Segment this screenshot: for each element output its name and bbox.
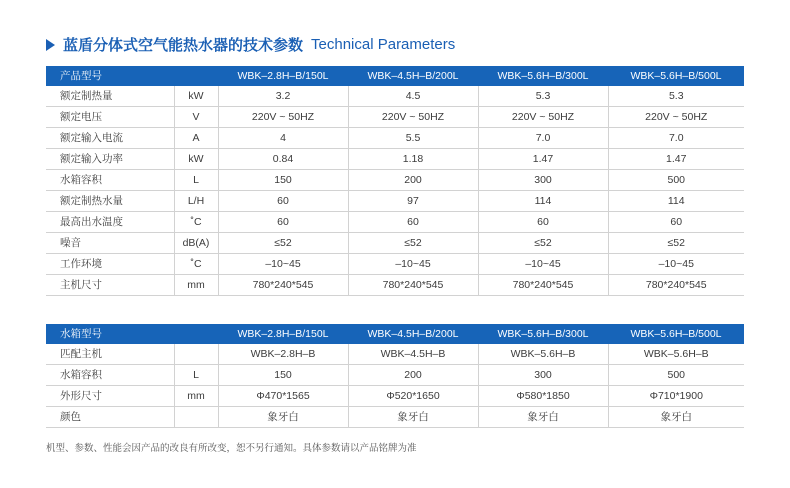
table-row: [46, 191, 744, 212]
value-cell: 780*240*545: [608, 275, 744, 296]
column-header: WBK–5.6H–B/300L: [478, 66, 608, 86]
unit-cell: mm: [174, 275, 218, 296]
column-header: WBK–5.6H–B/300L: [478, 324, 608, 344]
value-cell: ≤52: [608, 233, 744, 254]
value-cell: –10~45: [348, 254, 478, 275]
row-label: 外形尺寸: [46, 386, 174, 407]
value-cell: 5.3: [478, 86, 608, 107]
value-cell: 220V ~ 50HZ: [478, 107, 608, 128]
value-cell: 象牙白: [218, 407, 348, 428]
unit-cell: L: [174, 170, 218, 191]
table-row: [46, 407, 744, 428]
value-cell: ≤52: [218, 233, 348, 254]
row-label: 额定输入功率: [46, 149, 174, 170]
value-cell: 220V ~ 50HZ: [608, 107, 744, 128]
heading-title-zh: 蓝盾分体式空气能热水器的技术参数: [63, 36, 304, 54]
column-header: WBK–4.5H–B/200L: [348, 66, 478, 86]
value-cell: 200: [348, 170, 478, 191]
table-row: [46, 170, 744, 191]
value-cell: –10~45: [218, 254, 348, 275]
value-cell: 60: [218, 191, 348, 212]
value-cell: 5.3: [608, 86, 744, 107]
row-label: 额定制热水量: [46, 191, 174, 212]
unit-cell: V: [174, 107, 218, 128]
table-row: [46, 386, 744, 407]
value-cell: 300: [478, 170, 608, 191]
value-cell: 220V ~ 50HZ: [348, 107, 478, 128]
value-cell: 500: [608, 170, 744, 191]
value-cell: 0.84: [218, 149, 348, 170]
unit-cell: kW: [174, 149, 218, 170]
table-row: [46, 233, 744, 254]
value-cell: 150: [218, 170, 348, 191]
value-cell: 4.5: [348, 86, 478, 107]
value-cell: 7.0: [608, 128, 744, 149]
unit-cell: L/H: [174, 191, 218, 212]
value-cell: ≤52: [478, 233, 608, 254]
row-label: 水箱容积: [46, 365, 174, 386]
row-label: 额定电压: [46, 107, 174, 128]
value-cell: –10~45: [478, 254, 608, 275]
unit-cell: dB(A): [174, 233, 218, 254]
table-row: [46, 128, 744, 149]
value-cell: Φ470*1565: [218, 386, 348, 407]
value-cell: 4: [218, 128, 348, 149]
value-cell: 780*240*545: [478, 275, 608, 296]
value-cell: 114: [608, 191, 744, 212]
row-label: 主机尺寸: [46, 275, 174, 296]
value-cell: 220V ~ 50HZ: [218, 107, 348, 128]
table-row: [46, 365, 744, 386]
heading-title-en: Technical Parameters: [311, 36, 456, 53]
row-label: 额定制热量: [46, 86, 174, 107]
value-cell: WBK–2.8H–B: [218, 344, 348, 365]
value-cell: Φ710*1900: [608, 386, 744, 407]
row-label: 匹配主机: [46, 344, 174, 365]
column-header: WBK–5.6H–B/500L: [608, 66, 744, 86]
value-cell: Φ520*1650: [348, 386, 478, 407]
column-header: WBK–5.6H–B/500L: [608, 324, 744, 344]
value-cell: –10~45: [608, 254, 744, 275]
unit-cell: mm: [174, 386, 218, 407]
unit-cell: ˚C: [174, 254, 218, 275]
host-spec-table: [46, 66, 744, 296]
value-cell: 5.5: [348, 128, 478, 149]
value-cell: 60: [348, 212, 478, 233]
value-cell: 200: [348, 365, 478, 386]
row-label: 最高出水温度: [46, 212, 174, 233]
value-cell: 500: [608, 365, 744, 386]
value-cell: 780*240*545: [348, 275, 478, 296]
table-row: [46, 86, 744, 107]
row-label: 颜色: [46, 407, 174, 428]
row-label: 额定输入电流: [46, 128, 174, 149]
column-header: 水箱型号: [46, 324, 174, 344]
table-row: [46, 344, 744, 365]
value-cell: 114: [478, 191, 608, 212]
value-cell: 300: [478, 365, 608, 386]
value-cell: ≤52: [348, 233, 478, 254]
column-header: 产品型号: [46, 66, 174, 86]
value-cell: 60: [218, 212, 348, 233]
unit-cell: kW: [174, 86, 218, 107]
value-cell: 象牙白: [478, 407, 608, 428]
footnote: 机型、参数、性能会因产品的改良有所改变，恕不另行通知。具体参数请以产品铭牌为准: [46, 443, 417, 454]
value-cell: 780*240*545: [218, 275, 348, 296]
value-cell: 60: [478, 212, 608, 233]
table-row: [46, 254, 744, 275]
row-label: 水箱容积: [46, 170, 174, 191]
table-row: [46, 275, 744, 296]
value-cell: WBK–5.6H–B: [608, 344, 744, 365]
table-header-row: [46, 324, 744, 344]
table-row: [46, 107, 744, 128]
column-header: WBK–4.5H–B/200L: [348, 324, 478, 344]
unit-cell: [174, 407, 218, 428]
unit-cell: [174, 344, 218, 365]
value-cell: 60: [608, 212, 744, 233]
value-cell: 1.47: [608, 149, 744, 170]
row-label: 工作环境: [46, 254, 174, 275]
column-header: WBK–2.8H–B/150L: [218, 66, 348, 86]
column-header: WBK–2.8H–B/150L: [218, 324, 348, 344]
column-header: [174, 66, 218, 86]
value-cell: 97: [348, 191, 478, 212]
value-cell: 7.0: [478, 128, 608, 149]
section-heading: [46, 34, 455, 55]
value-cell: 象牙白: [608, 407, 744, 428]
triangle-right-icon: [46, 39, 55, 51]
row-label: 噪音: [46, 233, 174, 254]
value-cell: WBK–4.5H–B: [348, 344, 478, 365]
unit-cell: L: [174, 365, 218, 386]
value-cell: 象牙白: [348, 407, 478, 428]
unit-cell: A: [174, 128, 218, 149]
unit-cell: ˚C: [174, 212, 218, 233]
value-cell: 3.2: [218, 86, 348, 107]
value-cell: 1.47: [478, 149, 608, 170]
value-cell: 1.18: [348, 149, 478, 170]
value-cell: WBK–5.6H–B: [478, 344, 608, 365]
table-row: [46, 149, 744, 170]
value-cell: 150: [218, 365, 348, 386]
value-cell: Φ580*1850: [478, 386, 608, 407]
table-header-row: [46, 66, 744, 86]
column-header: [174, 324, 218, 344]
tank-spec-table: [46, 324, 744, 428]
table-row: [46, 212, 744, 233]
